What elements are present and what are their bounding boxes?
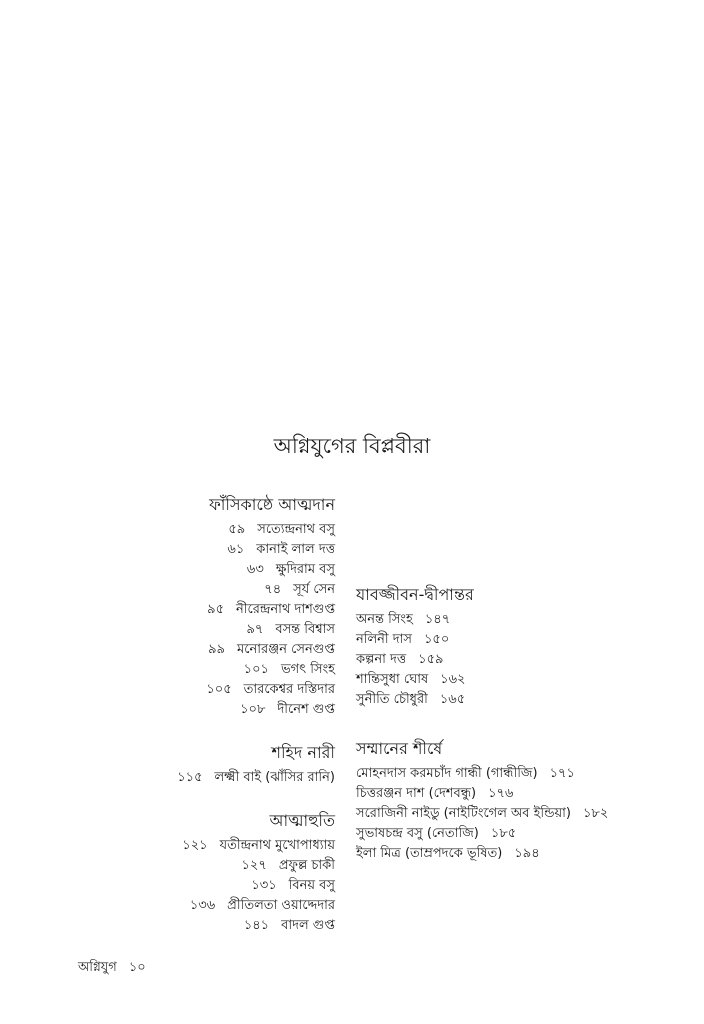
entry-page: ১৮৫ [490, 826, 517, 841]
entry-page: ১৭৬ [488, 786, 514, 801]
entry-page: ৯৫ [207, 602, 225, 617]
section-heading: যাবজ্জীবন-দ্বীপান্তর [356, 585, 474, 604]
toc-entry[interactable] [5, 580, 335, 600]
footer-page-number: ১০ [128, 960, 146, 975]
toc-entry[interactable] [356, 764, 696, 784]
section-self-sacrifice [5, 810, 335, 936]
entry-name: নীরেন্দ্রনাথ দাশগুপ্ত [236, 602, 335, 617]
entry-name: প্রীতিলতা ওয়াদ্দেদার [227, 898, 335, 913]
entry-page: ১১৫ [177, 770, 203, 785]
entry-page: ৬১ [227, 542, 245, 557]
toc-entry[interactable] [356, 804, 696, 824]
entry-page: ১৬২ [440, 672, 466, 687]
entry-name: কল্পনা দত্ত [356, 652, 407, 667]
toc-entry[interactable] [5, 856, 335, 876]
entry-name: সরোজিনী নাইডু (নাইটিংগেল অব ইন্ডিয়া) [356, 806, 571, 821]
entry-name: ইলা মিত্র (তাম্রপদকে ভূষিত) [356, 846, 503, 861]
toc-entry[interactable] [356, 844, 696, 864]
section-life-exile [356, 584, 696, 710]
toc-entry[interactable] [5, 560, 335, 580]
section-honour [356, 738, 696, 864]
entry-page: ৯৯ [208, 642, 226, 657]
entry-page: ৬৩ [246, 562, 264, 577]
entry-name: মোহনদাস করমচাঁদ গান্ধী (গান্ধীজি) [356, 766, 538, 781]
page-footer [78, 958, 146, 979]
entry-name: বিনয় বসু [288, 878, 335, 893]
entry-page: ১৭১ [549, 766, 575, 781]
toc-entry[interactable] [356, 630, 696, 650]
entry-page: ১৬৫ [439, 692, 466, 707]
entry-name: যতীন্দ্রনাথ মুখোপাধ্যায় [219, 838, 335, 853]
entry-page: ১৮২ [583, 806, 609, 821]
entry-page: ৫৯ [228, 522, 246, 537]
entry-name: সূর্য সেন [293, 582, 335, 597]
entry-page: ১৩১ [251, 878, 277, 893]
entry-page: ১৩৬ [189, 898, 216, 913]
toc-entry[interactable] [5, 768, 335, 788]
entry-page: ১৯৪ [514, 846, 540, 861]
entry-name: কানাই লাল দত্ত [256, 542, 335, 557]
entry-page: ১০৮ [240, 702, 266, 717]
entry-name: নলিনী দাস [356, 632, 412, 647]
entry-page: ১২১ [182, 838, 208, 853]
entry-name: সুনীতি চৌধুরী [356, 692, 428, 707]
entry-name: অনন্ত সিংহ [356, 612, 413, 627]
section-heading: শহিদ নারী [271, 743, 335, 762]
entry-name: লক্ষ্মী বাই (ঝাঁসির রানি) [214, 770, 335, 785]
entry-page: ৯৭ [246, 622, 264, 637]
section-gallows [5, 494, 335, 720]
toc-entry[interactable] [5, 680, 335, 700]
toc-entry[interactable] [356, 690, 696, 710]
entry-name: সত্যেন্দ্রনাথ বসু [257, 522, 335, 537]
toc-entry[interactable] [5, 916, 335, 936]
entry-name: মনোরঞ্জন সেনগুপ্ত [237, 642, 335, 657]
toc-entry[interactable] [5, 620, 335, 640]
entry-name: তারকেশ্বর দস্তিদার [243, 682, 335, 697]
toc-entry[interactable] [356, 610, 696, 630]
toc-entry[interactable] [5, 896, 335, 916]
entry-name: ভগৎ সিংহ [280, 662, 335, 677]
entry-page: ১৫৯ [418, 652, 444, 667]
toc-entry[interactable] [5, 640, 335, 660]
entry-page: ৭৪ [264, 582, 282, 597]
entry-page: ১২৭ [241, 858, 267, 873]
entry-name: প্রফুল্ল চাকী [278, 858, 335, 873]
toc-entry[interactable] [356, 784, 696, 804]
entry-name: বসন্ত বিশ্বাস [275, 622, 335, 637]
entry-name: দীনেশ গুপ্ত [277, 702, 335, 717]
toc-entry[interactable] [356, 650, 696, 670]
section-women-martyrs [5, 742, 335, 788]
right-column [356, 584, 696, 892]
entry-name: শান্তিসুধা ঘোষ [356, 672, 429, 687]
entry-name: সুভাষচন্দ্র বসু (নেতাজি) [356, 826, 479, 841]
toc-entry[interactable] [356, 824, 696, 844]
toc-entry[interactable] [5, 700, 335, 720]
entry-name: ক্ষুদিরাম বসু [275, 562, 335, 577]
toc-entry[interactable] [5, 540, 335, 560]
entry-name: বাদল গুপ্ত [281, 918, 335, 933]
toc-entry[interactable] [5, 600, 335, 620]
toc-entry[interactable] [5, 660, 335, 680]
footer-book-title: অগ্নিযুগ [78, 960, 117, 975]
entry-page: ১৫০ [423, 632, 450, 647]
toc-entry[interactable] [5, 876, 335, 896]
section-heading: ফাঁসিকাষ্ঠে আত্মদান [209, 495, 335, 514]
page-title: অগ্নিযুগের বিপ্লবীরা [273, 434, 431, 458]
left-column [5, 494, 335, 958]
entry-page: ১০৫ [206, 682, 232, 697]
toc-entry[interactable] [356, 670, 696, 690]
section-heading: আত্মাহুতি [269, 811, 335, 830]
entry-page: ১০১ [243, 662, 269, 677]
toc-entry[interactable] [5, 520, 335, 540]
toc-entry[interactable] [5, 836, 335, 856]
entry-page: ১৪৭ [424, 612, 451, 627]
entry-page: ১৪১ [243, 918, 270, 933]
section-heading: সম্মানের শীর্ষে [356, 739, 443, 758]
entry-name: চিত্তরঞ্জন দাশ (দেশবন্ধু) [356, 786, 477, 801]
